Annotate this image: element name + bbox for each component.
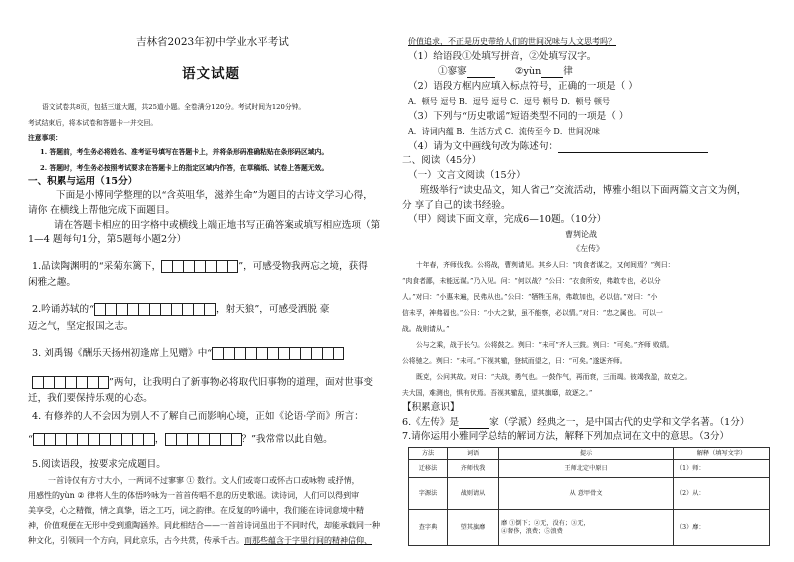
intro-line: 考试结束后，将本试卷和答题卡一并交回。: [28, 119, 158, 127]
subquestion: （2）语段方框内应填入标点符号，正确的一项是（ ）: [408, 81, 638, 92]
answer-blank[interactable]: [541, 77, 563, 78]
answer-grid[interactable]: [33, 433, 155, 446]
options: A．顿号 逗号 B．逗号 逗号 C．逗号 顿号 D．顿号 顿号: [408, 97, 610, 106]
answer-grid[interactable]: [94, 303, 216, 316]
left-column: [28, 0, 390, 562]
answer-cell[interactable]: （3）靡：: [674, 510, 770, 546]
table-header: 解释（填写文字）: [674, 448, 770, 460]
subsection-title: 【积累意识】: [402, 402, 460, 413]
passage-line: 美享受，心之精微，情之真挚，语之工巧，词之韵律。在反复的吟诵中，我们能在诗词意境中精: [28, 506, 364, 515]
passage-line: 人。”对曰：“小惠未遍，民弗从也。”公曰：“牺牲玉帛，弗敢加也，必以信。”对曰：“小: [402, 293, 658, 301]
passage-line: 用感性的yùn ② 律将人生的体悟吟咏为一首首传唱不息的历史歌谣。读诗词，人们可以得到审: [28, 491, 360, 500]
note-item: 2. 答题时，考生务必按照考试要求在答题卡上的指定区域内作答，在草稿纸、试卷上答题无效。: [40, 164, 329, 172]
table-header: 方法: [409, 448, 448, 460]
text-source: 《左传》: [572, 244, 604, 253]
question-5-title: 5.阅读语段，按要求完成题目。: [32, 459, 166, 470]
passage-line: 既克，公问其故。对曰：“夫战，勇气也。一鼓作气，再而衰，三而竭。彼竭我盈，故克之。: [416, 373, 692, 381]
table-row: 字源法 战则请从 从 意甲骨文 （2）从：: [409, 478, 770, 510]
question-1: 1.品读陶渊明的“采菊东篱下， ”，可感受物我两忘之境，获得: [32, 261, 368, 272]
section-intro: 1—4 题每句1分，第5题每小题2分）: [28, 234, 187, 245]
question-3-cont: 迁，我们要保持乐观的心态。: [28, 393, 153, 404]
note-item: 1. 答题前，考生务必将姓名、准考证号填写在答题卡上，并将条形码准确粘贴在条形码区域内。: [40, 148, 329, 156]
notes-title: 注意事项：: [28, 134, 62, 142]
question-2-cont: 迈之气，坚定报国之志。: [28, 321, 134, 332]
context-line: 班级举行“读史品文，知人省己”交流活动，博雅小组以下面两篇文言文为例，: [420, 185, 747, 196]
question-1-cont: 闲雅之趣。: [28, 277, 76, 288]
subquestion: （4）请为文中画线句改为陈述句：: [408, 141, 708, 153]
passage-line: 信未孚，神弗福也。”公曰：“小大之狱，虽不能察，必以情。”对曰：“忠之属也。 可以一: [402, 309, 663, 317]
passage-line: 一首诗仅有方寸大小，一两词不过寥寥 ① 数行。文人们或寄口或怀古口或咏物 或抒情，: [48, 476, 360, 485]
answer-blank[interactable]: [467, 77, 495, 78]
question-3: 3. 刘禹锡《酬乐天扬州初逢席上见赠》中“: [32, 347, 344, 360]
answer-grid[interactable]: [161, 260, 238, 273]
table-row: 迁移法 齐师伐我 王师北定中原日 （1）师：: [409, 460, 770, 478]
answer-grid[interactable]: [32, 376, 109, 389]
subquestion: （1）给语段①处填写拼音，②处填写汉字。: [408, 51, 597, 62]
answer-cell[interactable]: （2）从：: [674, 478, 770, 510]
table-row: 查字典 望其旗靡 靡 ①倒下；②无，没有；③无， ④奢侈，浪费；⑤浪费 （3）靡：: [409, 510, 770, 546]
question-4: 4. 有修养的人不会因为别人不了解自己而影响心境，正如《论语·学而》所言：: [32, 411, 364, 422]
table-header: 提示: [499, 448, 674, 460]
paper-title: 语文试题: [182, 66, 240, 82]
section-intro: 下面是小博同学整理的以“含英咀华，滋养生命”为题目的古诗文学习心得，: [56, 190, 373, 201]
subsection-title: （一）文言文阅读（15分）: [408, 170, 526, 181]
section-intro: 请你 在横线上帮他完成下面题目。: [28, 205, 175, 216]
options: A．诗词内蕴 B．生活方式 C．流传至今 D．世间况味: [408, 127, 600, 136]
subquestion-blanks: ①寥寥 ②yùn 律: [438, 66, 573, 77]
question-2: 2.吟诵苏轼的“ ，射天狼”，可感受洒脱 豪: [32, 304, 330, 315]
section-intro: 请在答题卡相应的田字格中或横线上端正地书写正确答案或填写相应选项（第: [54, 220, 381, 231]
subquestion: （3）下列与“历史歌谣”短语类型不同的一项是（ ）: [408, 111, 629, 122]
answer-blank[interactable]: [558, 152, 708, 153]
answer-grid[interactable]: [212, 347, 344, 360]
answer-blank[interactable]: [459, 428, 489, 429]
question-3-cont: ”两句，让我明白了新事物必将取代旧事物的道理，面对世事变: [32, 376, 373, 389]
answer-cell[interactable]: （1）师：: [674, 460, 770, 478]
passage-line: 种文化，引领同一个方向，同此京乐，古今共赏，传承千古。而那些蕴含于字里行间的精神信仰、: [28, 536, 372, 545]
question-7: 7.请你运用小雅同学总结的解词方法，解释下列加点词在文中的意思。（3分）: [402, 431, 730, 442]
passage-line: “肉食者鄙，未能远谋。”乃入见。问：“何以战？”公曰：“衣食所安，弗敢专也，必以分: [402, 277, 661, 285]
passage-line: 夫大国，难测也，惧有伏焉。吾视其辙乱，望其旗靡，故逐之。”: [402, 389, 593, 397]
section-title: 一、积累与运用（15分）: [28, 176, 138, 187]
text-title: 曹刿论战: [565, 230, 597, 239]
passage-line: 价值追求，不正是历史带给人们的世间况味与人文思考吗？: [408, 37, 616, 46]
passage-line: 十年春，齐师伐我。公将战，曹刿请见。其乡人曰：“肉食者谋之，又何间焉？”刿曰：: [416, 261, 675, 269]
vocab-table: [408, 447, 770, 546]
reading-instruction: （甲）阅读下面文章，完成6—10题。（10分）: [408, 214, 607, 225]
table-header: 词语: [448, 448, 499, 460]
intro-line: 语文试卷共8页，包括三道大题，共25道小题。全卷满分120分。考试时间为120分钟。: [42, 103, 306, 111]
passage-line: 公与之乘，战于长勺。公将鼓之。刿曰：“未可”齐人三鼓。刿曰：“可矣。”齐师 败绩。: [416, 341, 674, 349]
context-line: 分 享了自己的读书经验。: [402, 200, 511, 211]
question-6: 6.《左传》是 家（学派）经典之一，是中国古代的史学和文学名著。（1分）: [402, 417, 750, 428]
passage-line: 战。战则请从。”: [402, 325, 450, 333]
passage-line: 公将驰之。刿曰：“未可。”下视其辙，登轼而望之，曰：“可矣。”遂逐齐师。: [402, 357, 627, 365]
passage-line: 神，价值观便在无形中受到熏陶涵养。同此相结合——一首首诗词虽出于不同时代，却能承载同一种: [28, 521, 380, 530]
question-4-cont: “ ， ？”我常常以此自勉。: [28, 434, 333, 445]
section-title: 二、阅读（45分）: [402, 155, 482, 166]
right-column: [402, 0, 774, 562]
exam-name: 吉林省2023年初中学业水平考试: [136, 36, 289, 48]
answer-grid[interactable]: [165, 433, 242, 446]
